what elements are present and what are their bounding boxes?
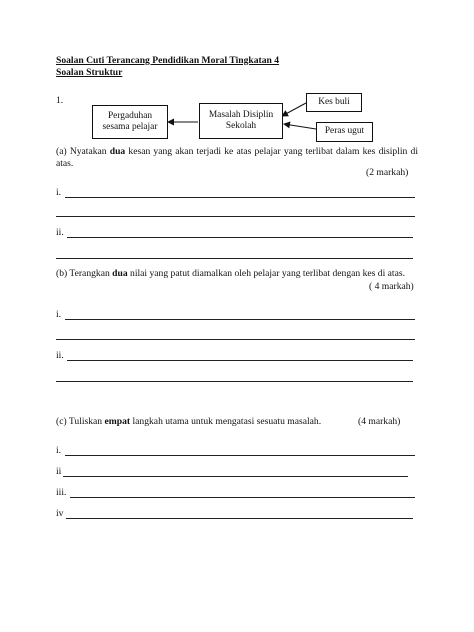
question-a-pre: (a) Nyatakan <box>56 146 110 157</box>
answer-line <box>66 518 413 519</box>
diagram-box-pergaduhan-label: Pergaduhan sesama pelajar <box>102 110 158 132</box>
answer-b-label-1: i. <box>56 309 62 320</box>
page-subtitle: Soalan Struktur <box>56 67 123 78</box>
answer-line <box>67 360 413 361</box>
answer-line <box>56 339 415 340</box>
question-a-keyword: dua <box>109 146 126 157</box>
arrow-from-peras-ugut <box>284 124 316 129</box>
question-c-post: langkah utama untuk mengatasi sesuatu masalah. <box>130 416 322 427</box>
answer-line <box>70 497 415 498</box>
answer-line <box>67 237 413 238</box>
question-c-marks: (4 markah) <box>358 416 401 427</box>
question-b-pre: (b) Terangkan <box>56 268 113 279</box>
page-title: Soalan Cuti Terancang Pendidikan Moral Tingkatan 4 <box>56 55 280 66</box>
answer-c-label-4: iv <box>56 508 64 519</box>
answer-line <box>63 476 408 477</box>
question-b-marks: ( 4 markah) <box>369 281 414 292</box>
question-b-text <box>56 268 418 280</box>
answer-line <box>56 258 413 259</box>
diagram-box-pergaduhan <box>92 105 168 139</box>
diagram-box-peras-ugut <box>316 122 373 142</box>
question-c-keyword: empat <box>104 416 131 427</box>
question-c-text <box>56 416 321 428</box>
question-number: 1. <box>56 95 64 106</box>
question-b-post: nilai yang patut diamalkan oleh pelajar yang terlibat dengan kes di atas. <box>127 268 405 279</box>
answer-line <box>56 216 415 217</box>
diagram-box-masalah-disiplin-label: Masalah Disiplin Sekolah <box>208 109 274 131</box>
answer-c-label-2: ii <box>56 466 62 477</box>
question-b-keyword: dua <box>112 268 128 279</box>
arrow-from-kes-buli <box>282 103 306 116</box>
answer-a-label-1: i. <box>56 187 62 198</box>
diagram-box-kes-buli <box>306 93 362 112</box>
question-c-pre: (c) Tuliskan <box>56 416 105 427</box>
answer-line <box>65 455 415 456</box>
question-a-text <box>56 146 418 170</box>
question-a-marks: (2 markah) <box>366 167 409 178</box>
answer-a-label-2: ii. <box>56 227 64 238</box>
diagram-box-kes-buli-label: Kes buli <box>318 96 350 107</box>
answer-line <box>65 319 415 320</box>
answer-b-label-2: ii. <box>56 350 64 361</box>
answer-c-label-3: iii. <box>56 487 67 498</box>
answer-line <box>65 197 415 198</box>
diagram-box-masalah-disiplin <box>199 103 283 139</box>
answer-line <box>56 381 413 382</box>
question-a-post: kesan yang akan terjadi ke atas pelajar yang terlibat dalam kes disiplin di atas. <box>56 146 418 169</box>
diagram-box-peras-ugut-label: Peras ugut <box>324 126 365 137</box>
answer-c-label-1: i. <box>56 445 62 456</box>
